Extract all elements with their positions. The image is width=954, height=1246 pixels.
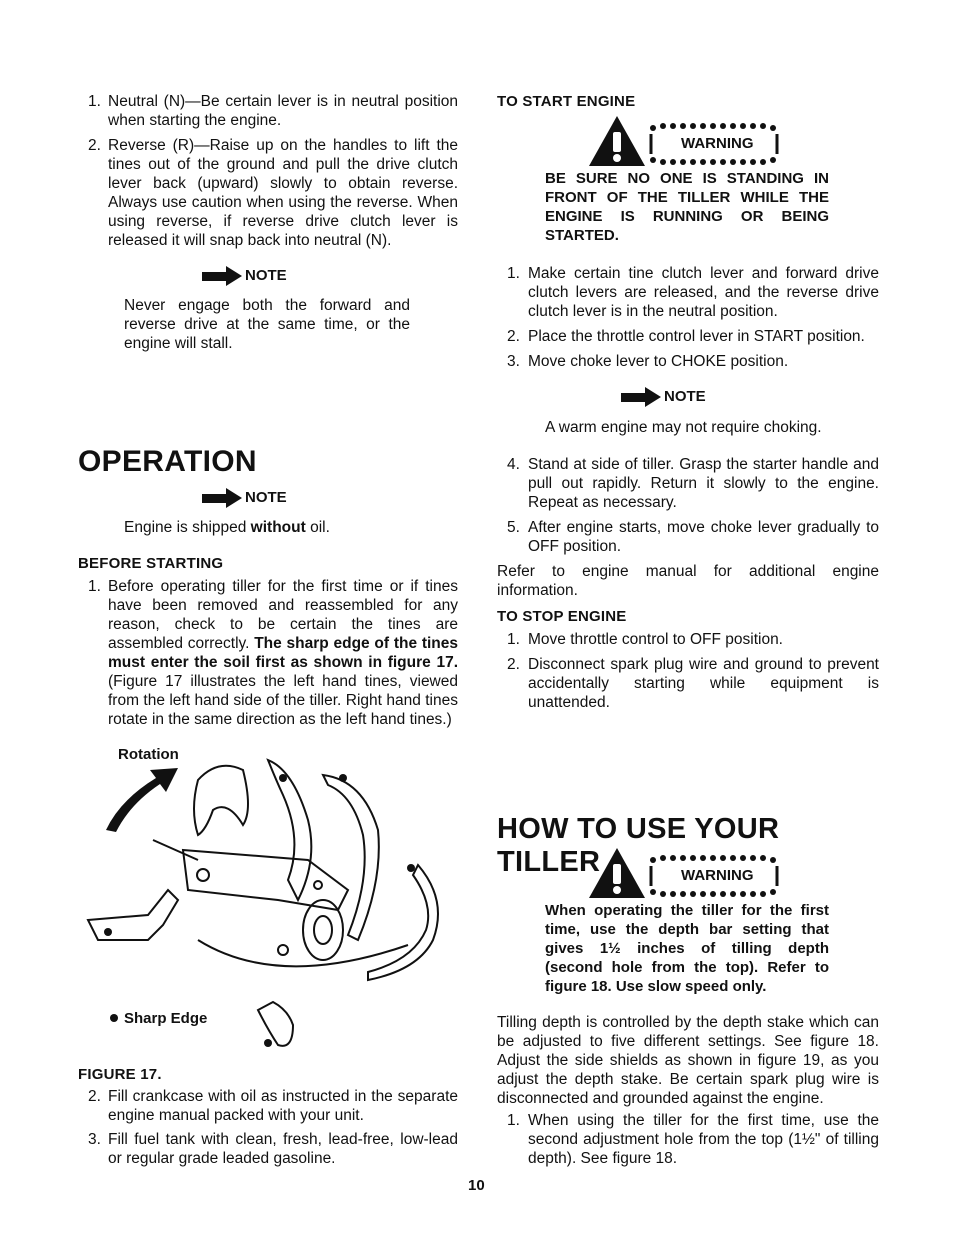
subheading-to-start-engine: TO START ENGINE <box>497 93 636 110</box>
list-text: Make certain tine clutch lever and forward drive clutch levers are released, and the reverse drive clutch lever is in the neutral position. <box>528 265 879 320</box>
list-text: Before operating tiller for the first time or if tines have been removed and reassembled for any reason, check to be certain the tines are assembled correctly. The sharp edge of the tines must enter the soil first as shown in figure 17. (Figure 17 illustrates the left hand tines, viewed from the left hand side of the tiller. Right hand tines rotate in the same direction as the left hand tines.) <box>108 578 458 728</box>
list-number: 1. <box>88 578 101 595</box>
warning-text: BE SURE NO ONE IS STANDING IN FRONT OF THE TILLER WHILE THE ENGINE IS RUNNING OR BEING STARTED. <box>545 170 829 244</box>
warning-badge <box>589 114 789 170</box>
subheading-before-starting: BEFORE STARTING <box>78 555 224 572</box>
sharp-edge-label: Sharp Edge <box>124 1010 208 1027</box>
note-label: NOTE <box>245 489 287 506</box>
warning-badge <box>589 846 789 902</box>
list-text: Place the throttle control lever in START position. <box>528 328 865 345</box>
note-text: Engine is shipped without oil. <box>124 519 330 536</box>
note-arrow-icon <box>202 487 244 509</box>
rotation-arrow-icon <box>106 768 178 832</box>
list-number: 2. <box>507 328 520 345</box>
paragraph: Tilling depth is controlled by the depth stake which can be adjusted to five different settings. See figure 18. Adjust the side shields as shown in figure 19, as you adjust the depth stake. Be certain spark plug wire is disconnected and grounded against the engine. <box>497 1014 879 1107</box>
list-text: Stand at side of tiller. Grasp the starter handle and pull out rapidly. Return it slowly to the engine. Repeat as necessary. <box>528 456 879 511</box>
figure-17 <box>78 740 460 1060</box>
list-number: 5. <box>507 519 520 536</box>
warning-text: When operating the tiller for the first time, use the depth bar setting that gives 1½ inches of tilling depth (second hole from the top). Refer to figure 18. Use slow speed only. <box>545 902 829 995</box>
list-number: 2. <box>88 137 101 154</box>
paragraph: Refer to engine manual for additional engine information. <box>497 563 879 599</box>
list-number: 4. <box>507 456 520 473</box>
list-text: After engine starts, move choke lever gradually to OFF position. <box>528 519 879 555</box>
section-title-how-to-use: HOW TO USE YOUR TILLER <box>497 813 780 878</box>
warning-label: WARNING <box>681 867 754 884</box>
note-arrow-icon <box>621 386 663 408</box>
section-title-operation: OPERATION <box>78 445 257 478</box>
list-text: Move throttle control to OFF position. <box>528 631 783 648</box>
note-arrow-icon <box>202 265 244 287</box>
page-number: 10 <box>468 1177 485 1194</box>
list-number: 3. <box>507 353 520 370</box>
list-text: Reverse (R)—Raise up on the handles to lift the tines out of the ground and pull the drive clutch lever back (upward) slowly to obtain reverse. Always use caution when using the reverse. When using reverse, if reverse drive clutch lever is released it will snap back into neutral (N). <box>108 137 458 249</box>
note-label: NOTE <box>664 388 706 405</box>
list-number: 2. <box>88 1088 101 1105</box>
list-number: 3. <box>88 1131 101 1148</box>
figure-caption: FIGURE 17. <box>78 1066 162 1083</box>
list-text: Disconnect spark plug wire and ground to prevent accidentally starting while equipment is unattended. <box>528 656 879 711</box>
list-number: 2. <box>507 656 520 673</box>
list-number: 1. <box>507 631 520 648</box>
list-number: 1. <box>88 93 101 110</box>
warning-label: WARNING <box>681 135 754 152</box>
subheading-to-stop-engine: TO STOP ENGINE <box>497 608 627 625</box>
list-text: When using the tiller for the first time, use the second adjustment hole from the top (1½" of tilling depth). See figure 18. <box>528 1112 879 1167</box>
rotation-label: Rotation <box>118 746 179 763</box>
list-text: Neutral (N)—Be certain lever is in neutral position when starting the engine. <box>108 93 458 129</box>
list-number: 1. <box>507 265 520 282</box>
note-text: A warm engine may not require choking. <box>545 419 822 436</box>
list-text: Move choke lever to CHOKE position. <box>528 353 789 370</box>
list-text: Fill fuel tank with clean, fresh, lead-free, low-lead or regular grade leaded gasoline. <box>108 1131 458 1167</box>
list-number: 1. <box>507 1112 520 1129</box>
note-text: Never engage both the forward and reverse drive at the same time, or the engine will stall. <box>124 297 410 352</box>
list-text: Fill crankcase with oil as instructed in the separate engine manual packed with your unit. <box>108 1088 458 1124</box>
note-label: NOTE <box>245 267 287 284</box>
